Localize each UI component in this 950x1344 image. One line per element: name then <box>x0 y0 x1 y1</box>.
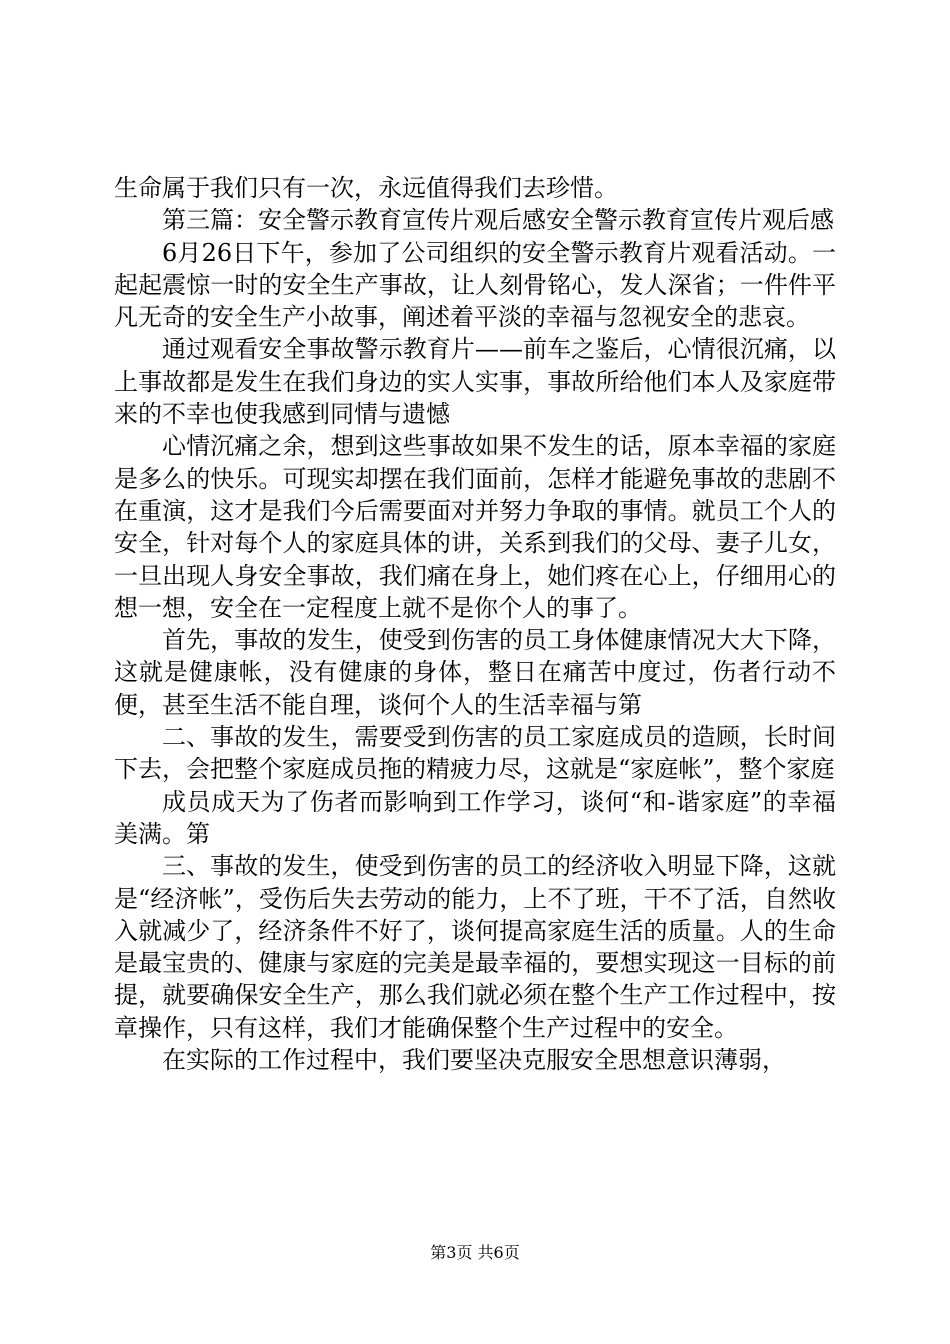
paragraph-1: 生命属于我们只有一次，永远值得我们去珍惜。 <box>114 174 618 202</box>
page-footer <box>0 1243 950 1263</box>
paragraph-5: 心情沉痛之余，想到这些事故如果不发生的话，原本幸福的家庭是多么的快乐。可现实却摆在我们面前，怎样才能避免事故的悲剧不在重演，这才是我们今后需要面对并努力争取的事情。就员工个人的安全，针对每个人的家庭具体的讲，关系到我们的父母、妻子儿女，一旦出现人身安全事故，我们痛在身上，她们疼在心上，仔细用心的想一想，安全在一定程度上就不是你个人的事了。 <box>114 432 836 622</box>
page-number-label: 第3页 共6页 <box>430 1243 520 1262</box>
section-heading: 第三篇：安全警示教育宣传片观后感安全警示教育宣传片观后感 <box>162 206 834 235</box>
paragraph-6: 首先，事故的发生，使受到伤害的员工身体健康情况大大下降，这就是健康帐，没有健康的身体，整日在痛苦中度过，伤者行动不便，甚至生活不能自理，谈何个人的生活幸福与第 <box>114 626 836 719</box>
paragraph-7: 二、事故的发生，需要受到伤害的员工家庭成员的造顾，长时间下去，会把整个家庭成员拖的精疲力尽，这就是“家庭帐”，整个家庭 <box>114 723 836 784</box>
paragraph-4: 通过观看安全事故警示教育片——前车之鉴后，心情很沉痛，以上事故都是发生在我们身边的实人实事，事故所给他们本人及家庭带来的不幸也使我感到同情与遗憾 <box>114 335 836 429</box>
paragraph-9: 三、事故的发生，使受到伤害的员工的经济收入明显下降，这就是“经济帐”，受伤后失去劳动的能力，上不了班，干不了活，自然收入就减少了，经济条件不好了，谈何提高家庭生活的质量。人的生命是最宝贵的、健康与家庭的完美是最幸福的，要想实现这一目标的前提，就要确保安全生产，那么我们就必须在整个生产工作过程中，按章操作，只有这样，我们才能确保整个生产过程中的安全。 <box>114 852 836 1042</box>
document-body <box>114 172 836 1076</box>
paragraph-3: 6月26日下午，参加了公司组织的安全警示教育片观看活动。一起起震惊一时的安全生产事故，让人刻骨铭心，发人深省；一件件平凡无奇的安全生产小故事，阐述着平淡的幸福与忽视安全的悲哀。 <box>114 238 836 332</box>
paragraph-8: 成员成天为了伤者而影响到工作学习，谈何“和-谐家庭”的幸福美满。第 <box>114 787 836 848</box>
paragraph-10: 在实际的工作过程中，我们要坚决克服安全思想意识薄弱， <box>162 1046 786 1075</box>
